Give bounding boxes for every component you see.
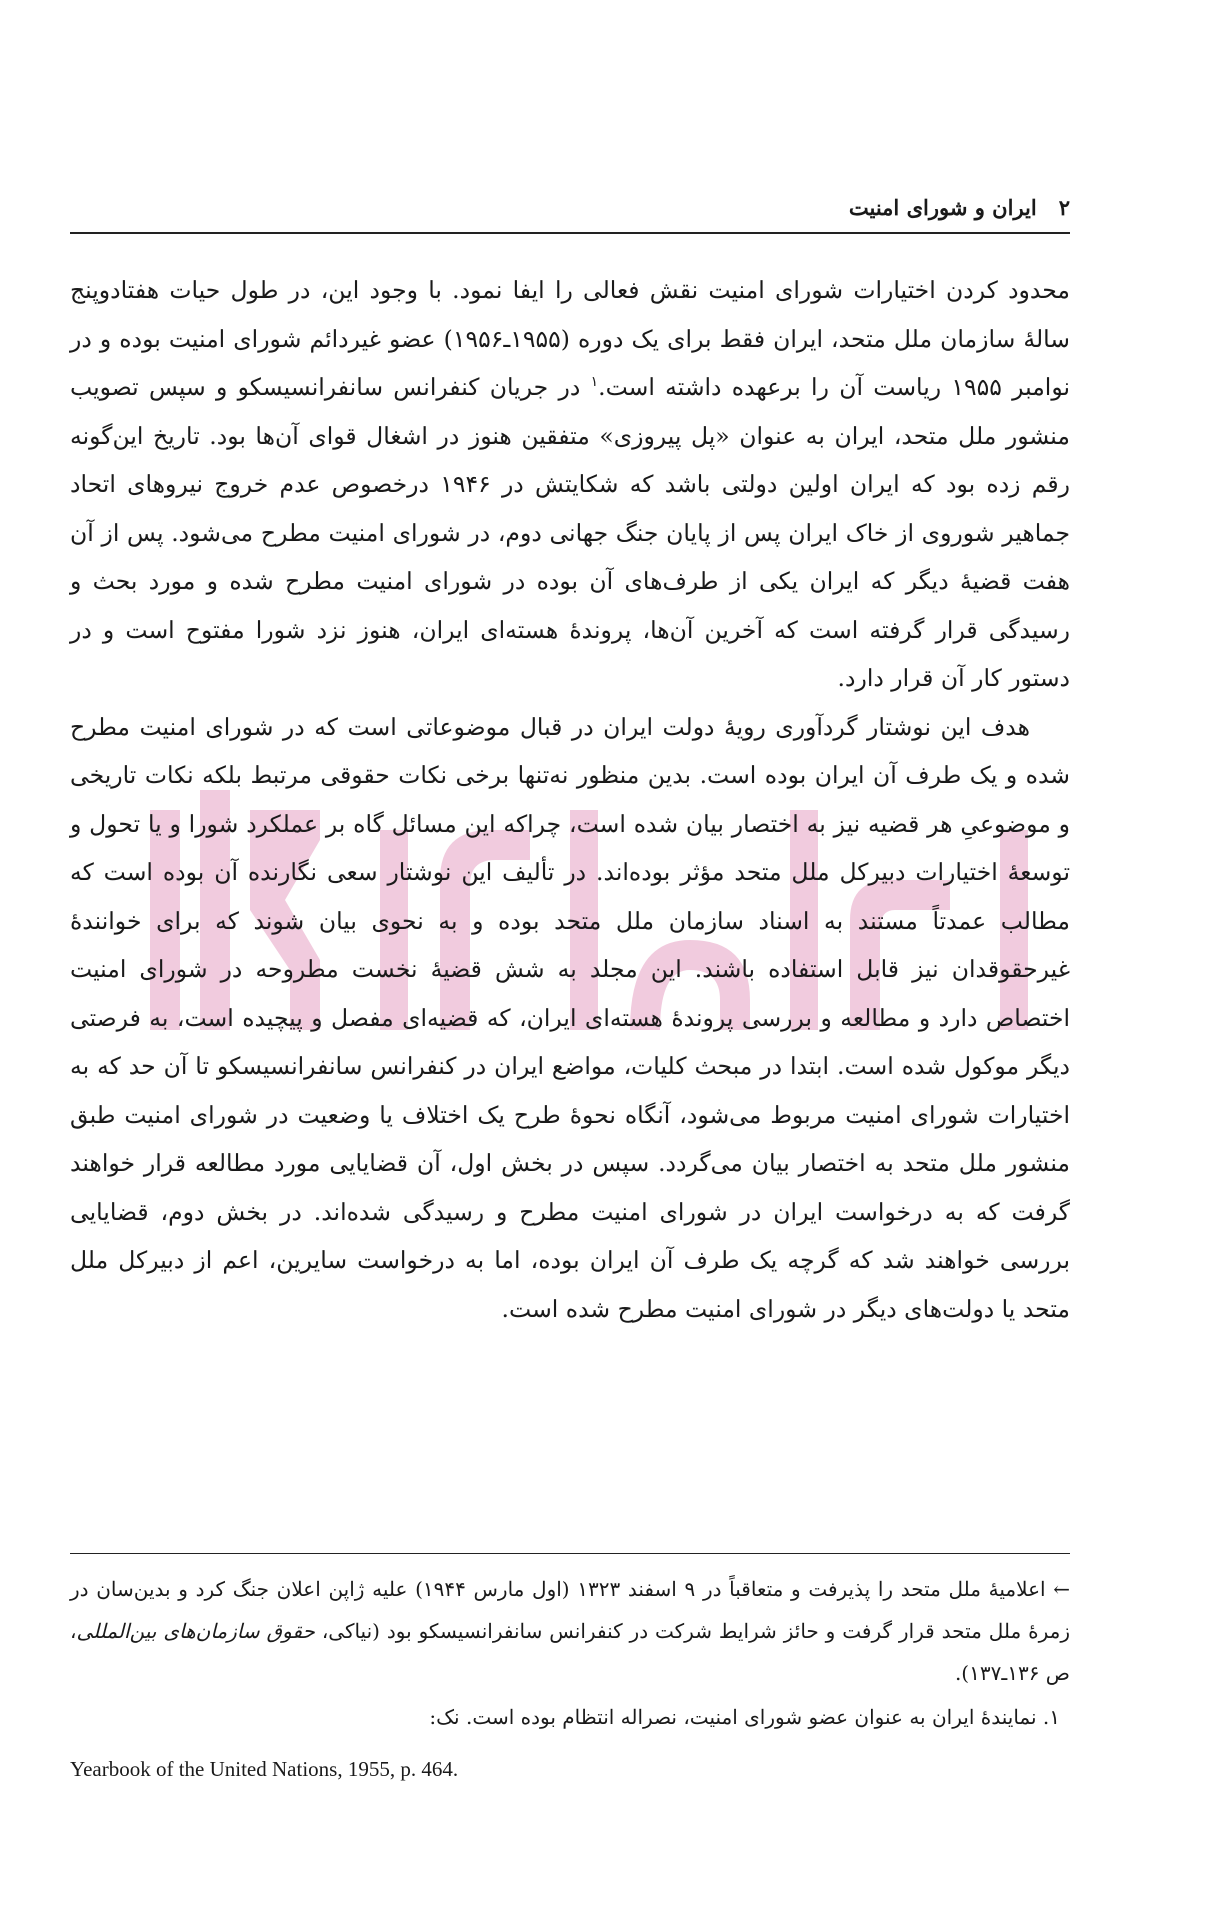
paragraph-1-text: محدود کردن اختیارات شورای امنیت نقش فعالی را ایفا نمود. با وجود این، در طول حیات هفتادوپنج سالهٔ سازمان ملل متحد، ایران فقط برای یک دوره (۱۹۵۵ـ۱۹۵۶) عضو غیردائم شورای امنیت بوده و در نوامبر ۱۹۵۵ ریاست آن را برعهده داشته است. — [70, 276, 1071, 401]
page-number: ۲ — [1058, 194, 1070, 220]
paragraph-1-continued: در جریان کنفرانس سانفرانسیسکو و سپس تصویب منشور ملل متحد، ایران به عنوان «پل پیروزی» متفقین هنوز در اشغال قوای آن‌ها بود. تاریخ این‌گونه رقم زده بود که ایران اولین دولتی باشد که شکایتش در ۱۹۴۶ درخصوص عدم خروج نیروهای اتحاد جماهیر شوروی از خاک ایران پس از پایان جنگ جهانی دوم، در شورای امنیت مطرح می‌شود. پس از آن هفت قضیهٔ دیگر که ایران یکی از طرف‌های آن بوده در شورای امنیت مطرح شده و مورد بحث و رسیدگی قرار گرفته است که آخرین آن‌ها، پروندهٔ هسته‌ای ایران، هنوز نزد شورا مفتوح است و در دستور کار آن قرار دارد. — [70, 373, 1070, 692]
footnote-citation-title: حقوق سازمان‌های بین‌المللی — [76, 1619, 315, 1643]
footnote-continuation — [70, 1568, 1070, 1694]
footnote-rule — [70, 1553, 1070, 1554]
paragraph — [70, 266, 1070, 703]
running-header — [70, 185, 1070, 229]
footnotes — [70, 1568, 1070, 1738]
header-rule — [70, 232, 1070, 234]
paragraph: هدف این نوشتار گردآوری رویهٔ دولت ایران در قبال موضوعاتی است که در شورای امنیت مطرح شده و یک طرف آن ایران بوده است. بدین منظور نه‌تنها برخی نکات حقوقی مرتبط بلکه نکات تاریخی و موضوعیِ هر قضیه نیز به اختصار بیان شده است، چراکه این مسائل گاه بر عملکرد شورا و یا تحول و توسعهٔ اختیارات دبیرکل ملل متحد مؤثر بوده‌اند. در تألیف این نوشتار سعی نگارنده آن بوده است که مطالب عمدتاً مستند به اسناد سازمان ملل متحد بوده و به نحوی بیان شوند که برای خوانندهٔ غیرحقوقدان نیز قابل استفاده باشند. این مجلد به شش قضیهٔ نخست مطروحه در شورای امنیت اختصاص دارد و مطالعه و بررسی پروندهٔ هسته‌ای ایران، که قضیه‌ای مفصل و پیچیده است، به فرصتی دیگر موکول شده است. ابتدا در مبحث کلیات، مواضع ایران در کنفرانس سانفرانسیسکو تا آن حد که به اختیارات شورای امنیت مربوط می‌شود، آنگاه نحوهٔ طرح یک اختلاف یا وضعیت در شورای امنیت طبق منشور ملل متحد به اختصار بیان می‌گردد. سپس در بخش اول، آن قضایایی مورد مطالعه قرار خواهند گرفت که به درخواست ایران در شورای امنیت مطرح و رسیدگی شده‌اند. در بخش دوم، قضایایی بررسی خواهند شد که گرچه یک طرف آن ایران بوده، اما به درخواست سایرین، اعم از دبیرکل ملل متحد یا دولت‌های دیگر در شورای امنیت مطرح شده است. — [70, 712, 1070, 1323]
footnote-citation-pages: ، ص ۱۳۶ـ۱۳۷). — [70, 1619, 1070, 1685]
body-text — [70, 266, 1070, 1333]
running-title: ایران و شورای امنیت — [848, 194, 1037, 220]
footnote-1: ۱. نمایندهٔ ایران به عنوان عضو شورای امنیت، نصراله انتظام بوده است. نک: — [429, 1705, 1060, 1729]
footnote-1-reference: Yearbook of the United Nations, 1955, p. 464. — [70, 1757, 459, 1781]
footnote-marker: ۱ — [590, 374, 599, 391]
footnote-continuation-text: ← اعلامیهٔ ملل متحد را پذیرفت و متعاقباً در ۹ اسفند ۱۳۲۳ (اول مارس ۱۹۴۴) علیه ژاپن اعلان جنگ کرد و بدین‌سان در زمرهٔ ملل متحد قرار گرفت و حائز شرایط شرکت در کنفرانس سانفرانسیسکو بود (نیاکی، — [70, 1577, 1071, 1643]
